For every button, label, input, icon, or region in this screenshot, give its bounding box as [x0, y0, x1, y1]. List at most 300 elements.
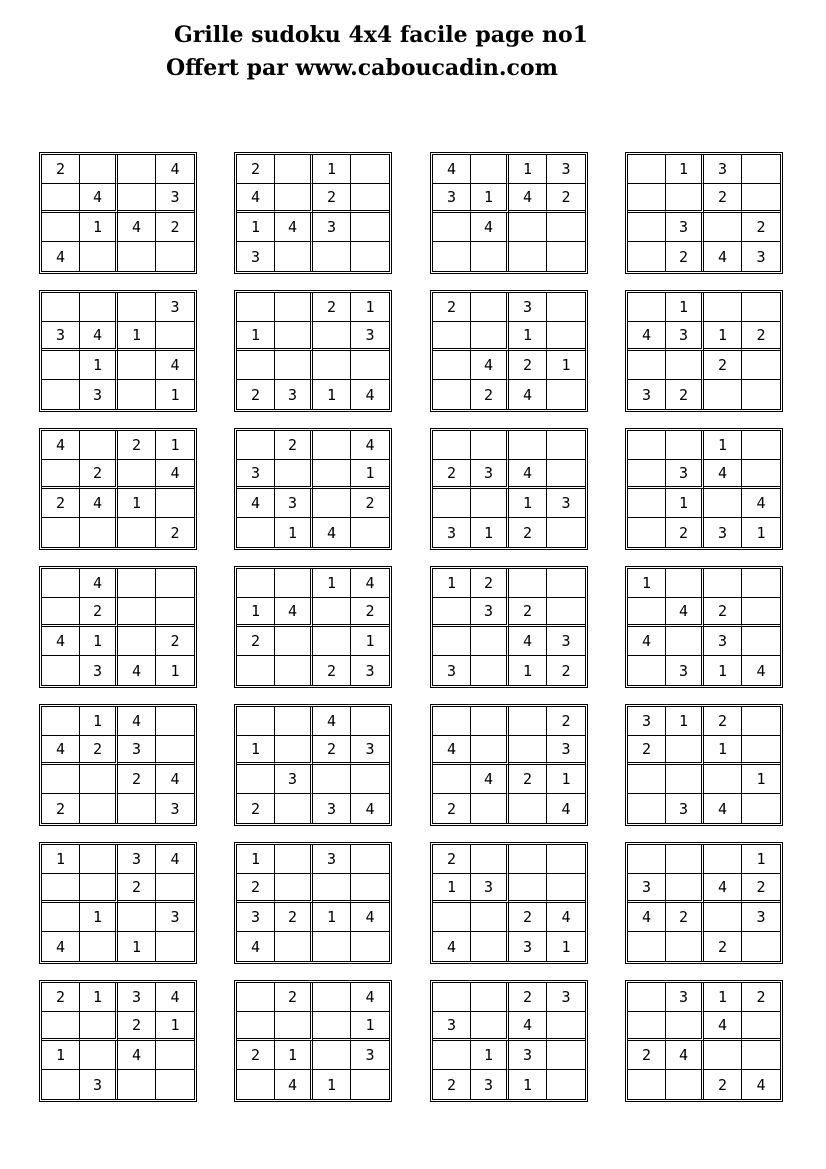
sudoku-cell [42, 213, 80, 242]
sudoku-cell: 1 [547, 765, 585, 794]
sudoku-cell [275, 322, 313, 351]
sudoku-cell: 1 [704, 983, 742, 1012]
sudoku-cell: 2 [237, 380, 275, 409]
sudoku-cell: 2 [313, 656, 351, 685]
sudoku-cell [742, 736, 780, 765]
sudoku-cell: 4 [275, 1070, 313, 1099]
sudoku-cell: 4 [237, 489, 275, 518]
sudoku-cell [118, 569, 156, 598]
sudoku-cell: 1 [237, 736, 275, 765]
sudoku-cell: 2 [118, 1012, 156, 1041]
sudoku-cell: 4 [509, 460, 547, 489]
sudoku-cell: 3 [118, 983, 156, 1012]
sudoku-cell [275, 242, 313, 271]
sudoku-cell: 1 [742, 765, 780, 794]
sudoku-cell [313, 1012, 351, 1041]
sudoku-cell: 4 [42, 242, 80, 271]
sudoku-cell: 4 [156, 765, 194, 794]
sudoku-cell: 2 [628, 736, 666, 765]
sudoku-cell: 3 [742, 903, 780, 932]
sudoku-cell: 1 [237, 213, 275, 242]
sudoku-cell [118, 627, 156, 656]
sudoku-cell: 3 [80, 1070, 118, 1099]
sudoku-cell [704, 569, 742, 598]
sudoku-cell [742, 155, 780, 184]
sudoku-cell [313, 983, 351, 1012]
sudoku-cell [509, 431, 547, 460]
sudoku-grid [430, 290, 588, 412]
sudoku-cell: 4 [351, 569, 389, 598]
sudoku-cell [313, 627, 351, 656]
sudoku-cell: 4 [471, 765, 509, 794]
sudoku-cell: 4 [666, 598, 704, 627]
sudoku-cell [666, 932, 704, 961]
sudoku-cell: 4 [275, 598, 313, 627]
sudoku-cell [471, 489, 509, 518]
sudoku-cell [156, 322, 194, 351]
sudoku-cell [118, 794, 156, 823]
sudoku-cell [42, 518, 80, 547]
sudoku-cell: 1 [433, 874, 471, 903]
sudoku-cell [742, 380, 780, 409]
sudoku-cell: 4 [42, 932, 80, 961]
sudoku-cell [628, 1012, 666, 1041]
sudoku-cell: 1 [80, 213, 118, 242]
sudoku-cell: 2 [42, 155, 80, 184]
sudoku-cell [742, 598, 780, 627]
sudoku-cell: 2 [433, 794, 471, 823]
sudoku-cell [275, 155, 313, 184]
sudoku-cell [275, 293, 313, 322]
sudoku-cell [742, 627, 780, 656]
sudoku-cell: 2 [433, 460, 471, 489]
sudoku-cell [628, 656, 666, 685]
sudoku-cell [42, 765, 80, 794]
sudoku-cell: 2 [742, 874, 780, 903]
sudoku-cell: 4 [742, 489, 780, 518]
sudoku-cell [118, 184, 156, 213]
sudoku-cell: 3 [547, 155, 585, 184]
sudoku-grid [430, 980, 588, 1102]
sudoku-cell: 3 [628, 380, 666, 409]
sudoku-cell [237, 656, 275, 685]
sudoku-cell [433, 707, 471, 736]
sudoku-cell [742, 1041, 780, 1070]
sudoku-cell [704, 765, 742, 794]
sudoku-cell [433, 903, 471, 932]
sudoku-cell: 4 [156, 351, 194, 380]
sudoku-cell: 4 [118, 1041, 156, 1070]
sudoku-cell [275, 707, 313, 736]
sudoku-cell: 1 [704, 322, 742, 351]
sudoku-cell: 3 [628, 874, 666, 903]
sudoku-cell [351, 184, 389, 213]
sudoku-cell: 4 [156, 155, 194, 184]
sudoku-cell [666, 627, 704, 656]
sudoku-cell: 3 [237, 242, 275, 271]
sudoku-cell: 2 [237, 155, 275, 184]
sudoku-cell [237, 1012, 275, 1041]
sudoku-cell [547, 1012, 585, 1041]
sudoku-cell [118, 518, 156, 547]
sudoku-cell: 3 [237, 460, 275, 489]
sudoku-cell [547, 874, 585, 903]
sudoku-cell: 2 [80, 598, 118, 627]
sudoku-cell: 1 [42, 1041, 80, 1070]
sudoku-cell [80, 518, 118, 547]
sudoku-cell: 4 [237, 184, 275, 213]
sudoku-cell: 3 [666, 322, 704, 351]
sudoku-cell: 4 [509, 1012, 547, 1041]
sudoku-cell: 2 [42, 983, 80, 1012]
sudoku-cell [704, 489, 742, 518]
sudoku-cell [666, 736, 704, 765]
sudoku-cell: 3 [471, 460, 509, 489]
sudoku-cell: 1 [547, 351, 585, 380]
sudoku-cell: 4 [156, 983, 194, 1012]
sudoku-cell: 3 [80, 380, 118, 409]
sudoku-cell [547, 431, 585, 460]
sudoku-cell: 2 [313, 736, 351, 765]
sudoku-cell: 2 [351, 598, 389, 627]
sudoku-cell [704, 213, 742, 242]
sudoku-cell: 3 [156, 184, 194, 213]
sudoku-cell: 4 [509, 184, 547, 213]
sudoku-cell [433, 380, 471, 409]
sudoku-cell: 3 [351, 736, 389, 765]
sudoku-cell: 4 [628, 627, 666, 656]
sudoku-cell [471, 794, 509, 823]
sudoku-cell [80, 293, 118, 322]
sudoku-cell: 3 [509, 293, 547, 322]
sudoku-cell [351, 518, 389, 547]
sudoku-cell [156, 932, 194, 961]
sudoku-cell [628, 1070, 666, 1099]
sudoku-grid [430, 842, 588, 964]
sudoku-cell [313, 431, 351, 460]
sudoku-cell [313, 460, 351, 489]
sudoku-grid [430, 152, 588, 274]
sudoku-cell [628, 184, 666, 213]
sudoku-cell: 3 [118, 845, 156, 874]
sudoku-cell: 3 [237, 903, 275, 932]
sudoku-cell: 2 [433, 1070, 471, 1099]
sudoku-cell [742, 431, 780, 460]
sudoku-cell: 1 [237, 845, 275, 874]
sudoku-cell: 2 [509, 903, 547, 932]
sudoku-cell: 2 [42, 794, 80, 823]
sudoku-cell: 1 [756, 523, 766, 542]
sudoku-grid [39, 290, 197, 412]
sudoku-cell: 4 [351, 903, 389, 932]
sudoku-cell: 1 [666, 155, 704, 184]
sudoku-cell [118, 460, 156, 489]
sudoku-cell [237, 293, 275, 322]
sudoku-cell [275, 736, 313, 765]
sudoku-cell: 1 [313, 1070, 351, 1099]
sudoku-cell: 4 [80, 489, 118, 518]
sudoku-cell [628, 598, 666, 627]
sudoku-cell [547, 213, 585, 242]
sudoku-cell [509, 213, 547, 242]
sudoku-cell [313, 874, 351, 903]
sudoku-cell: 3 [509, 932, 547, 961]
sudoku-cell [80, 242, 118, 271]
sudoku-cell: 4 [365, 799, 375, 818]
sudoku-cell: 2 [704, 707, 742, 736]
sudoku-cell [275, 184, 313, 213]
sudoku-cell [666, 351, 704, 380]
sudoku-cell: 2 [509, 765, 547, 794]
sudoku-cell: 2 [704, 932, 742, 961]
sudoku-cell: 1 [80, 627, 118, 656]
sudoku-cell [471, 707, 509, 736]
sudoku-cell [509, 736, 547, 765]
sudoku-cell: 3 [313, 845, 351, 874]
sudoku-cell [118, 293, 156, 322]
sudoku-cell: 2 [704, 1070, 742, 1099]
sudoku-cell [628, 213, 666, 242]
sudoku-cell: 2 [118, 431, 156, 460]
sudoku-cell [666, 874, 704, 903]
sudoku-cell: 2 [742, 983, 780, 1012]
sudoku-cell [80, 845, 118, 874]
sudoku-cell [433, 322, 471, 351]
page-subtitle: Offert par www.caboucadin.com [166, 55, 558, 81]
sudoku-grid [625, 152, 783, 274]
sudoku-cell: 2 [742, 213, 780, 242]
sudoku-cell [313, 1041, 351, 1070]
sudoku-cell: 2 [118, 765, 156, 794]
sudoku-cell [275, 794, 313, 823]
sudoku-cell [547, 1070, 585, 1099]
sudoku-cell: 4 [80, 322, 118, 351]
sudoku-cell [471, 155, 509, 184]
sudoku-cell: 3 [628, 707, 666, 736]
sudoku-cell: 2 [237, 874, 275, 903]
sudoku-cell: 4 [756, 661, 766, 680]
sudoku-cell: 4 [471, 213, 509, 242]
sudoku-cell: 2 [509, 351, 547, 380]
sudoku-cell: 1 [509, 1070, 547, 1099]
sudoku-cell [666, 1070, 704, 1099]
sudoku-cell [628, 431, 666, 460]
sudoku-cell [628, 518, 666, 547]
sudoku-cell: 4 [509, 380, 547, 409]
sudoku-cell: 1 [237, 322, 275, 351]
sudoku-cell [704, 845, 742, 874]
sudoku-cell [433, 431, 471, 460]
sudoku-cell [628, 155, 666, 184]
sudoku-cell: 3 [666, 983, 704, 1012]
sudoku-cell: 1 [471, 518, 509, 547]
sudoku-cell: 2 [666, 242, 704, 271]
sudoku-cell [509, 242, 547, 271]
sudoku-cell: 1 [471, 1041, 509, 1070]
sudoku-cell: 1 [80, 903, 118, 932]
sudoku-cell: 4 [547, 903, 585, 932]
sudoku-cell: 4 [275, 213, 313, 242]
sudoku-cell [628, 845, 666, 874]
sudoku-cell [42, 707, 80, 736]
sudoku-cell: 3 [547, 736, 585, 765]
sudoku-cell: 4 [156, 845, 194, 874]
sudoku-cell [80, 932, 118, 961]
sudoku-cell: 2 [704, 351, 742, 380]
sudoku-cell [275, 845, 313, 874]
sudoku-cell: 4 [471, 351, 509, 380]
sudoku-grid [430, 428, 588, 550]
sudoku-cell [118, 598, 156, 627]
sudoku-cell [351, 1070, 389, 1099]
sudoku-cell: 1 [313, 380, 351, 409]
sudoku-cell: 4 [351, 983, 389, 1012]
sudoku-cell: 1 [156, 1012, 194, 1041]
sudoku-cell [547, 569, 585, 598]
sudoku-cell [156, 736, 194, 765]
sudoku-cell [547, 845, 585, 874]
sudoku-cell: 1 [42, 845, 80, 874]
sudoku-cell: 3 [509, 1041, 547, 1070]
sudoku-cell [237, 765, 275, 794]
sudoku-cell: 1 [351, 627, 389, 656]
sudoku-cell [471, 293, 509, 322]
sudoku-cell: 1 [704, 656, 742, 685]
sudoku-cell: 2 [237, 1041, 275, 1070]
sudoku-cell [742, 184, 780, 213]
sudoku-cell: 2 [509, 983, 547, 1012]
sudoku-cell [80, 431, 118, 460]
sudoku-cell: 1 [351, 460, 389, 489]
sudoku-cell [433, 627, 471, 656]
sudoku-cell: 1 [433, 569, 471, 598]
sudoku-cell: 1 [742, 845, 780, 874]
sudoku-cell [628, 460, 666, 489]
sudoku-cell [471, 627, 509, 656]
sudoku-cell: 4 [313, 518, 351, 547]
sudoku-cell: 1 [313, 569, 351, 598]
sudoku-cell: 1 [471, 184, 509, 213]
sudoku-cell: 2 [547, 707, 585, 736]
sudoku-cell: 4 [313, 707, 351, 736]
sudoku-cell [509, 794, 547, 823]
sudoku-cell [237, 707, 275, 736]
sudoku-cell [704, 293, 742, 322]
sudoku-cell [547, 322, 585, 351]
sudoku-cell [156, 569, 194, 598]
page-title: Grille sudoku 4x4 facile page no1 [174, 22, 588, 48]
sudoku-cell [42, 380, 80, 409]
sudoku-cell: 1 [80, 351, 118, 380]
sudoku-cell [628, 351, 666, 380]
sudoku-cell: 1 [351, 293, 389, 322]
sudoku-cell: 1 [118, 489, 156, 518]
sudoku-cell [351, 707, 389, 736]
sudoku-cell: 4 [42, 627, 80, 656]
sudoku-cell [628, 932, 666, 961]
sudoku-cell: 3 [156, 903, 194, 932]
sudoku-cell: 4 [156, 460, 194, 489]
sudoku-cell: 3 [170, 799, 180, 818]
sudoku-cell [351, 242, 389, 271]
sudoku-cell [42, 293, 80, 322]
sudoku-cell [118, 155, 156, 184]
sudoku-cell [313, 242, 351, 271]
sudoku-cell [42, 598, 80, 627]
sudoku-cell: 3 [433, 1012, 471, 1041]
sudoku-cell [471, 1012, 509, 1041]
sudoku-cell [547, 598, 585, 627]
sudoku-cell [704, 380, 742, 409]
sudoku-cell [351, 213, 389, 242]
sudoku-cell [156, 598, 194, 627]
sudoku-cell [275, 1012, 313, 1041]
sudoku-cell: 2 [156, 213, 194, 242]
sudoku-cell [80, 1012, 118, 1041]
sudoku-cell: 1 [237, 598, 275, 627]
sudoku-cell: 4 [118, 213, 156, 242]
sudoku-cell [433, 489, 471, 518]
sudoku-cell: 1 [156, 431, 194, 460]
sudoku-cell: 1 [561, 937, 571, 956]
sudoku-grid [625, 428, 783, 550]
sudoku-grid [625, 980, 783, 1102]
sudoku-cell [471, 242, 509, 271]
sudoku-cell [666, 431, 704, 460]
sudoku-cell [471, 656, 509, 685]
sudoku-cell: 3 [471, 874, 509, 903]
sudoku-cell: 2 [313, 293, 351, 322]
sudoku-cell [547, 242, 585, 271]
sudoku-cell: 1 [666, 489, 704, 518]
sudoku-cell: 3 [118, 736, 156, 765]
sudoku-cell [118, 242, 156, 271]
sudoku-cell [471, 903, 509, 932]
sudoku-cell [275, 656, 313, 685]
sudoku-cell: 4 [80, 184, 118, 213]
sudoku-cell: 3 [547, 983, 585, 1012]
sudoku-cell [742, 569, 780, 598]
sudoku-grid [625, 704, 783, 826]
sudoku-cell: 3 [42, 322, 80, 351]
sudoku-cell [351, 765, 389, 794]
sudoku-cell: 4 [704, 794, 742, 823]
sudoku-cell [42, 569, 80, 598]
sudoku-grid [39, 152, 197, 274]
sudoku-cell: 2 [561, 661, 571, 680]
sudoku-cell [742, 932, 780, 961]
sudoku-cell [628, 242, 666, 271]
sudoku-cell [80, 1041, 118, 1070]
sudoku-cell [42, 184, 80, 213]
sudoku-cell: 2 [80, 736, 118, 765]
sudoku-cell: 3 [704, 627, 742, 656]
sudoku-cell: 2 [275, 903, 313, 932]
sudoku-cell: 1 [313, 155, 351, 184]
sudoku-cell: 2 [509, 518, 547, 547]
sudoku-cell: 3 [547, 489, 585, 518]
sudoku-cell [742, 707, 780, 736]
sudoku-cell: 3 [80, 656, 118, 685]
sudoku-cell [80, 765, 118, 794]
sudoku-cell [433, 765, 471, 794]
sudoku-cell: 4 [237, 932, 275, 961]
sudoku-cell [118, 380, 156, 409]
sudoku-cell [509, 569, 547, 598]
sudoku-cell: 1 [313, 903, 351, 932]
sudoku-cell: 4 [351, 431, 389, 460]
sudoku-grid [234, 428, 392, 550]
